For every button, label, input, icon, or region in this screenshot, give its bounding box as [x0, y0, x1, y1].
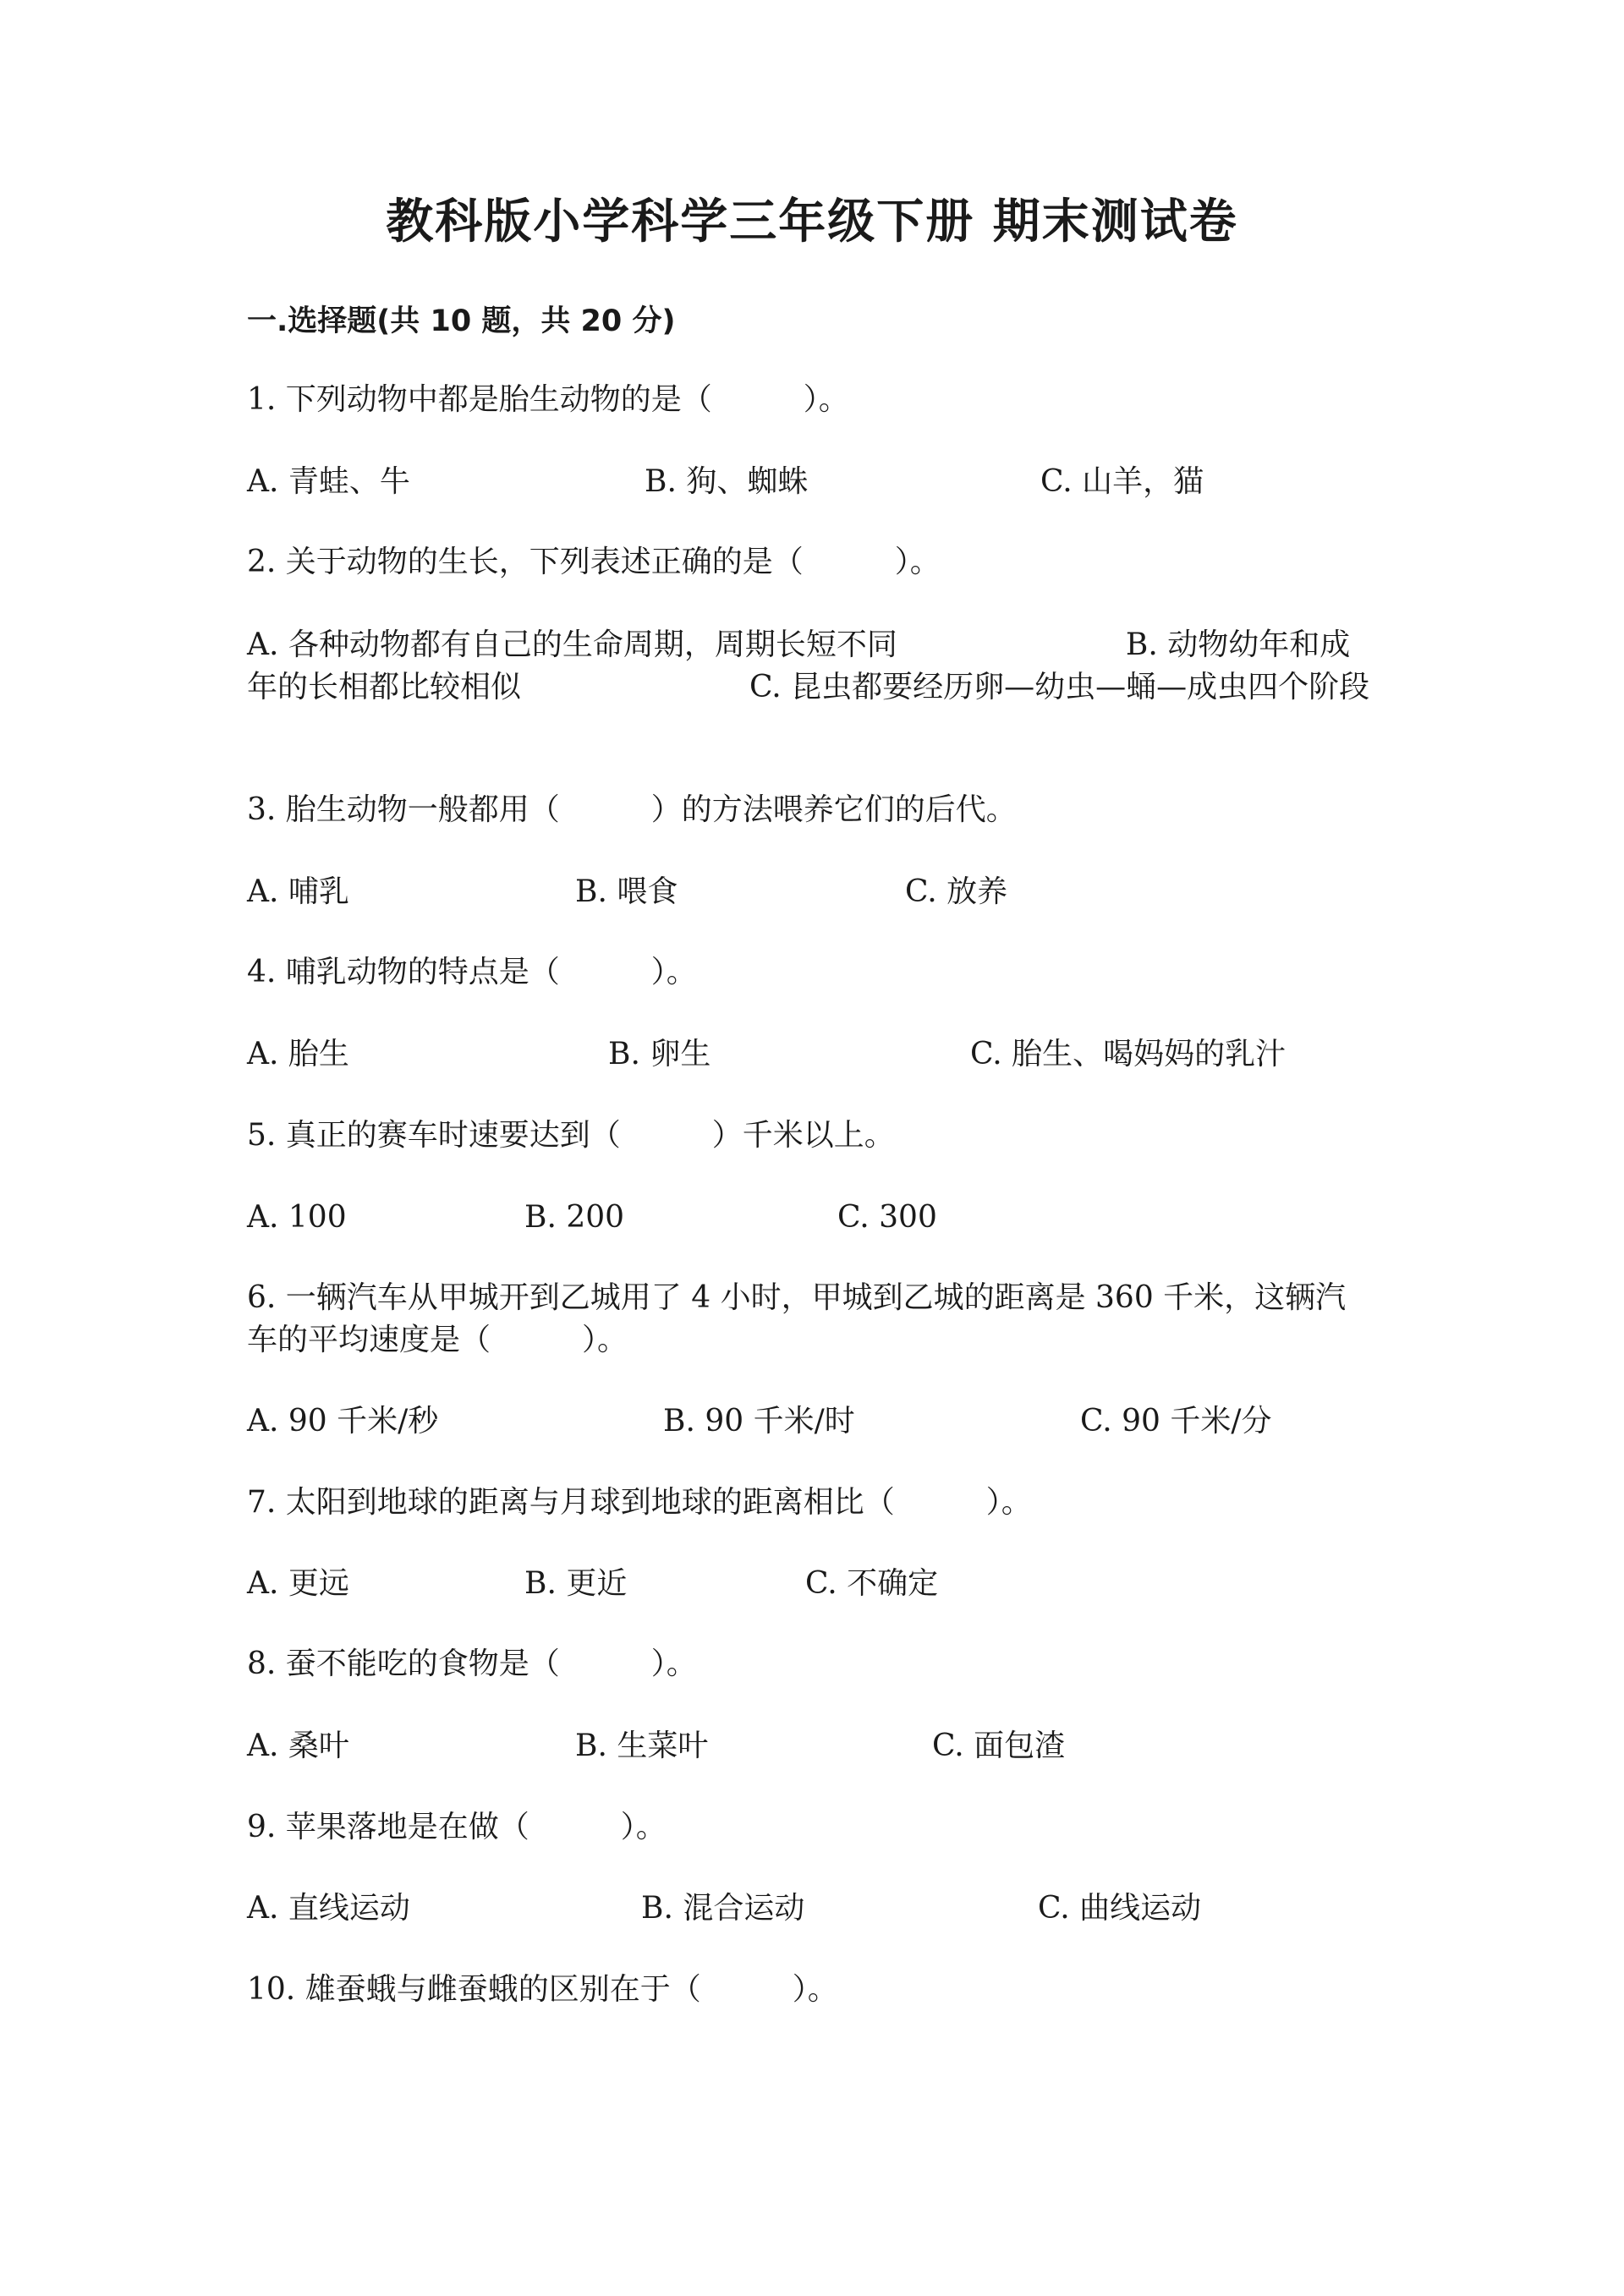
options-6: [247, 1400, 1376, 1443]
question-10: 10. 雄蚕蛾与雌蚕蛾的区别在于（ ）。: [247, 1972, 838, 2007]
question-5: 5. 真正的赛车时速要达到（ ）千米以上。: [247, 1118, 895, 1153]
option-5a: A. 100: [247, 1200, 347, 1235]
option-7b: B. 更近: [524, 1566, 628, 1601]
option-2b: B. 动物幼年和成年的长相都比较相似: [247, 627, 1351, 704]
option-3b: B. 喂食: [575, 874, 678, 909]
question-1: 1. 下列动物中都是胎生动物的是（ ）。: [247, 382, 849, 417]
option-7c: C. 不确定: [805, 1566, 939, 1601]
question-2: 2. 关于动物的生长，下列表述正确的是（ ）。: [247, 545, 941, 579]
option-7a: A. 更远: [247, 1566, 349, 1601]
option-3c: C. 放养: [905, 874, 1008, 909]
option-6b: B. 90 千米/时: [663, 1404, 855, 1438]
page-title: 教科版小学科学三年级下册 期末测试卷: [386, 195, 1238, 249]
option-2c: C. 昆虫都要经历卵—幼虫—蛹—成虫四个阶段: [749, 670, 1370, 704]
option-9c: C. 曲线运动: [1038, 1891, 1202, 1926]
options-1: [247, 461, 1376, 503]
options-2: [247, 624, 1376, 709]
option-8b: B. 生菜叶: [575, 1729, 709, 1763]
option-3a: A. 哺乳: [247, 874, 349, 909]
option-5c: C. 300: [837, 1200, 937, 1235]
question-6: 6. 一辆汽车从甲城开到乙城用了 4 小时，甲城到乙城的距离是 360 千米，这辆汽车的平均速度是（ ）。: [247, 1280, 1347, 1357]
option-1b: B. 狗、蜘蛛: [645, 464, 809, 499]
question-9: 9. 苹果落地是在做（ ）。: [247, 1810, 667, 1844]
option-8c: C. 面包渣: [932, 1729, 1066, 1763]
option-4b: B. 卵生: [608, 1037, 711, 1071]
options-7: [247, 1563, 1376, 1605]
options-5: [247, 1197, 1376, 1239]
option-4c: C. 胎生、喝妈妈的乳汁: [970, 1037, 1287, 1071]
option-1a: A. 青蛙、牛: [247, 464, 410, 499]
question-7: 7. 太阳到地球的距离与月球到地球的距离相比（ ）。: [247, 1485, 1032, 1520]
question-3: 3. 胎生动物一般都用（ ）的方法喂养它们的后代。: [247, 792, 1017, 827]
option-2a: A. 各种动物都有自己的生命周期，周期长短不同: [247, 627, 897, 662]
options-3: [247, 871, 1376, 913]
options-4: [247, 1033, 1376, 1076]
option-6a: A. 90 千米/秒: [247, 1404, 439, 1438]
option-4a: A. 胎生: [247, 1037, 349, 1071]
option-8a: A. 桑叶: [247, 1729, 349, 1763]
options-9: [247, 1888, 1376, 1930]
question-8: 8. 蚕不能吃的食物是（ ）。: [247, 1647, 697, 1681]
section-heading: 一.选择题(共 10 题，共 20 分): [247, 304, 676, 338]
options-8: [247, 1725, 1376, 1767]
option-9b: B. 混合运动: [641, 1891, 805, 1926]
option-6c: C. 90 千米/分: [1080, 1404, 1272, 1438]
option-9a: A. 直线运动: [247, 1891, 410, 1926]
option-5b: B. 200: [524, 1200, 625, 1235]
question-4: 4. 哺乳动物的特点是（ ）。: [247, 955, 697, 989]
option-1c: C. 山羊，猫: [1040, 464, 1204, 499]
